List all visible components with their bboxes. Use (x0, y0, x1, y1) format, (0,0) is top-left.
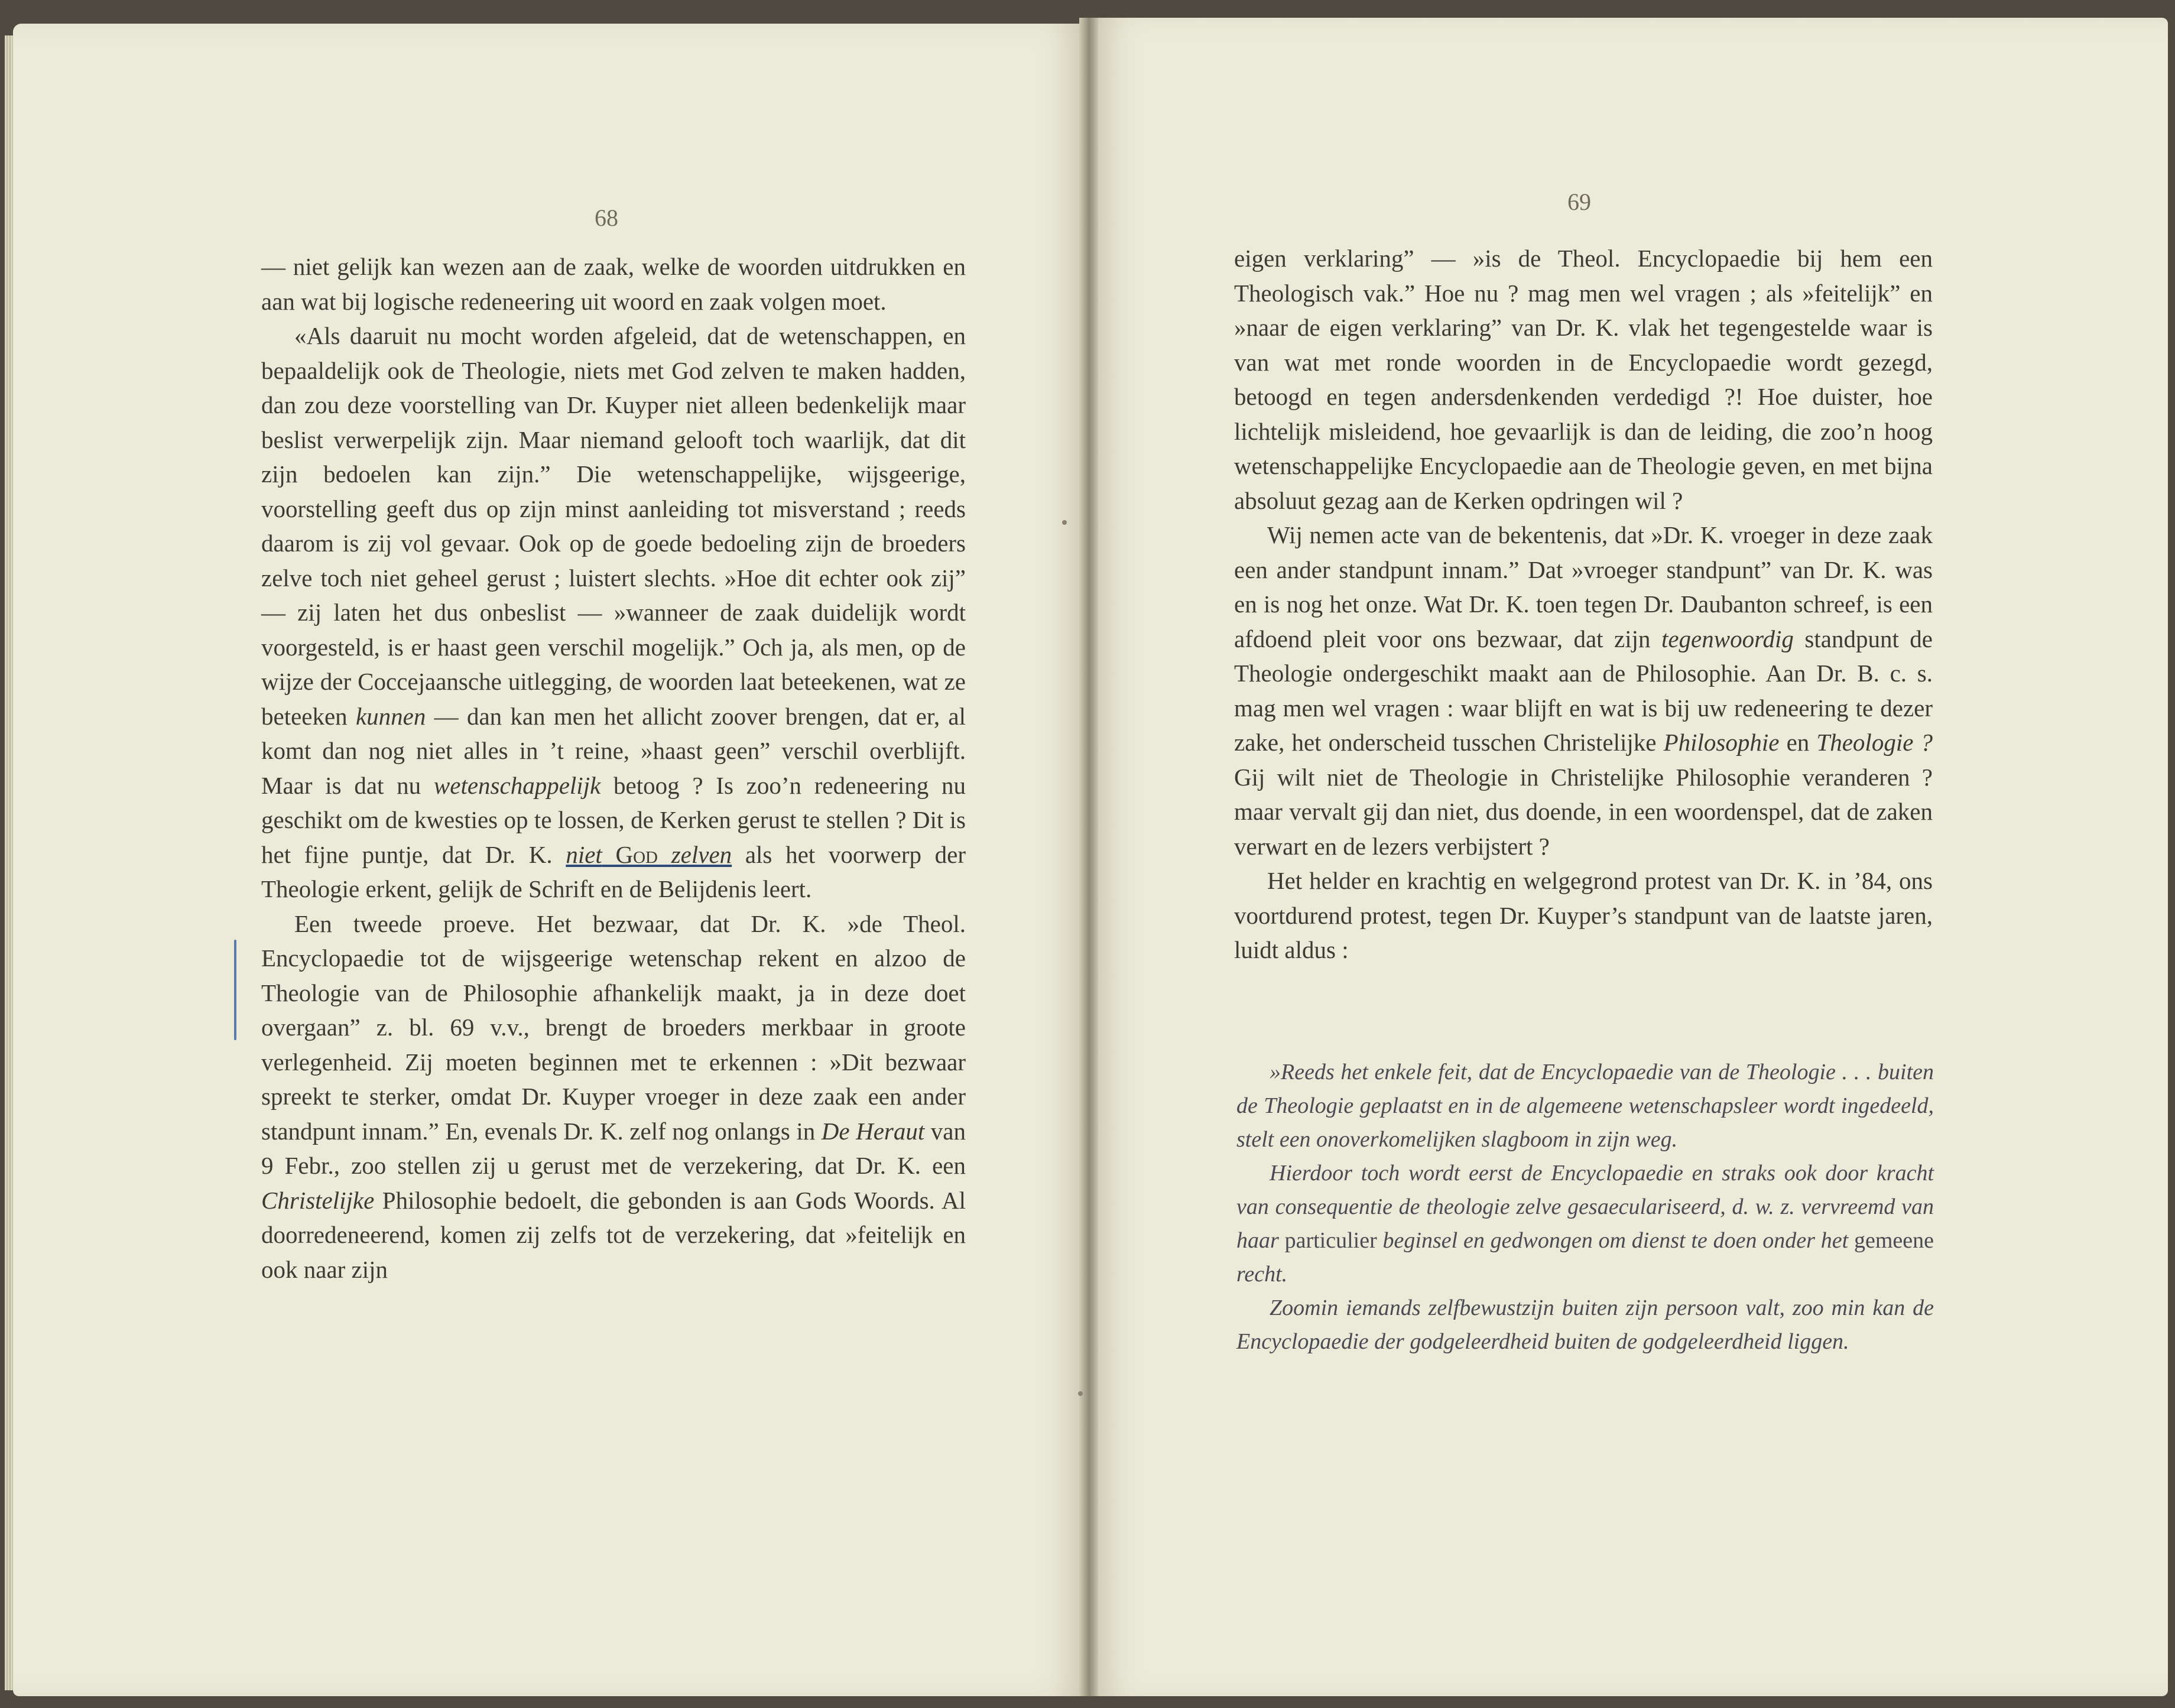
page-number-left: 68 (595, 204, 618, 231)
text-run (602, 841, 616, 868)
text-run: standpunt de Theologie ondergeschikt maakt aan de Philosophie. Aan Dr. B. c. s. mag men wel vragen : waar blijft en wat is bij uw redeneering te dezer zake, het onderscheid tusschen Christelijke (1234, 625, 1933, 756)
text-run: particulier (1284, 1228, 1377, 1253)
text-run: Gij wilt niet de Theologie in Christelijke Philosophie veranderen ? maar vervalt gij dan niet, dus doende, in een woordenspel, dat de zaken verwart en de lezers verbijstert ? (1234, 763, 1933, 860)
book-gutter (1079, 18, 1099, 1696)
text-run: Hierdoor toch wordt eerst de Encyclopaedie en straks ook door kracht van consequentie de theologie zelve gesaeculariseerd, d. w. z. vervreemd van haar (1236, 1161, 1934, 1253)
text-run: kunnen (355, 702, 426, 730)
right-page-body (1234, 241, 1933, 967)
paragraph (1234, 518, 1933, 863)
text-run: recht. (1236, 1262, 1288, 1287)
text-run: Theologie ? (1816, 729, 1933, 756)
margin-pencil-mark (234, 940, 236, 1040)
text-run: Zoomin iemands zelfbewustzijn buiten zijn persoon valt, zoo min kan de Encyclopaedie der godgeleerdheid buiten de godgeleerdheid liggen. (1236, 1295, 1934, 1354)
text-run: zelven (671, 840, 732, 868)
text-run: Christelijke (261, 1186, 375, 1214)
paper-speck (1062, 520, 1067, 525)
paragraph (1236, 1291, 1934, 1359)
text-run: wetenschappelijk (433, 771, 601, 799)
paragraph (261, 907, 966, 1287)
text-run: Een tweede proeve. Het bezwaar, dat Dr. K. »de Theol. Encyclopaedie tot de wijsgeerige wetenschap rekent en alzoo de Theologie van de Philosophie afhankelijk maakt, ja in deze doet overgaan” z. bl. 69 v.v., brengt de broeders merkbaar in groote verlegenheid. Zij moeten beginnen met te erkennen : »Dit bezwaar spreekt te sterker, omdat Dr. Kuyper vroeger in deze zaak een ander standpunt innam.” En, evenals Dr. K. zelf nog onlangs in (261, 910, 966, 1145)
text-run: — niet gelijk kan wezen aan de zaak, welke de woorden uitdrukken en aan wat bij logische redeneering uit woord en zaak volgen moet. (261, 253, 966, 315)
text-run: «Als daaruit nu mocht worden afgeleid, dat de wetenschappen, en bepaaldelijk ook de Theologie, niets met God zelven te maken hadden, dan zou deze voorstelling van Dr. Kuyper niet alleen bedenkelijk maar beslist verwerpelijk zijn. Maar niemand gelooft toch waarlijk, dat dit zijn bedoelen kan zijn.” Die wetenschappelijke, wijsgeerige, voorstelling geeft dus op zijn minst aanleiding tot misverstand ; reeds daarom is zij vol gevaar. Ook op de goede bedoeling zijn de broeders zelve toch niet geheel gerust ; luistert slechts. »Hoe dit echter ook zij” — zij laten het dus onbeslist — »wanneer de zaak duidelijk wordt voorgesteld, is er haast geen verschil mogelijk.” Och ja, als men, op de wijze der Coccejaansche uitlegging, de woorden laat beteekenen, wat ze beteeken (261, 322, 966, 730)
paragraph (261, 319, 966, 907)
paper-speck (1078, 1391, 1083, 1396)
text-run: van 9 Febr., zoo stellen zij u gerust met de verzekering, dat Dr. K. een (261, 1117, 966, 1179)
left-page-body (261, 249, 966, 1287)
paragraph (1234, 863, 1933, 967)
text-run: Philosophie (1663, 729, 1780, 756)
text-run: niet (566, 840, 602, 868)
text-run: tegenwoordig (1661, 625, 1794, 652)
text-run: — dan kan men het allicht zoover brengen, dat er, al komt dan nog niet alles in ’t reine, »haast geen” verschil overblijft. Maar is dat nu (261, 702, 966, 799)
text-run (658, 841, 671, 868)
paragraph (1236, 1056, 1934, 1157)
text-run: De Heraut (821, 1117, 925, 1145)
text-run: betoog ? Is zoo’n redeneering nu geschikt om de kwesties op te lossen, de Kerken gerust te stellen ? Dit is het fijne puntje, dat Dr. K. (261, 771, 966, 868)
page-number-right: 69 (1567, 189, 1591, 215)
text-run: eigen verklaring” — »is de Theol. Encyclopaedie bij hem een Theologisch vak.” Hoe nu ? mag men wel vragen ; als »feitelijk” en »naar de eigen verklaring” van Dr. K. vlak het tegengestelde waar is van wat met ronde woorden in de Encyclopaedie wordt gezegd, betoogd en tegen andersdenkenden verdedigd ?! Hoe duister, hoe lichtelijk misleidend, hoe gevaarlijk is dan de leiding, die zoo’n hoog wetenschappelijke Encyclopaedie aan de Theologie geven, en met bijna absoluut gezag aan de Kerken opdringen wil ? (1234, 245, 1933, 514)
text-run: beginsel en gedwongen om dienst te doen onder het (1377, 1228, 1854, 1253)
text-run: als het voorwerp der Theologie erkent, gelijk de Schrift en de Belijdenis leert. (261, 840, 966, 902)
right-page-quotation (1236, 1056, 1934, 1359)
text-run: »Reeds het enkele feit, dat de Encyclopaedie van de Theologie . . . buiten de Theologie geplaatst en in de algemeene wetenschapsleer wordt ingedeeld, stelt een onoverkomelijken slagboom in zijn weg. (1236, 1060, 1934, 1152)
text-run: God (615, 840, 658, 868)
paragraph (1236, 1157, 1934, 1291)
text-run: en (1779, 729, 1817, 756)
text-run: Philosophie bedoelt, die gebonden is aan Gods Woords. Al doorredeneerend, komen zij zelfs tot de verzekering, dat »feitelijk en ook naar zijn (261, 1186, 966, 1283)
paragraph (261, 249, 966, 319)
text-run: gemeene (1853, 1228, 1934, 1253)
text-run: Wij nemen acte van de bekentenis, dat »Dr. K. vroeger in deze zaak een ander standpunt innam.” Dat »vroeger standpunt” van Dr. K. was en is nog het onze. Wat Dr. K. toen tegen Dr. Daubanton schreef, is een afdoend pleit voor ons bezwaar, dat zijn (1234, 521, 1933, 652)
paragraph (1234, 241, 1933, 518)
text-run: Het helder en krachtig en welgegrond protest van Dr. K. in ’84, ons voortdurend protest, tegen Dr. Kuyper’s standpunt van de laatste jaren, luidt aldus : (1234, 867, 1933, 963)
